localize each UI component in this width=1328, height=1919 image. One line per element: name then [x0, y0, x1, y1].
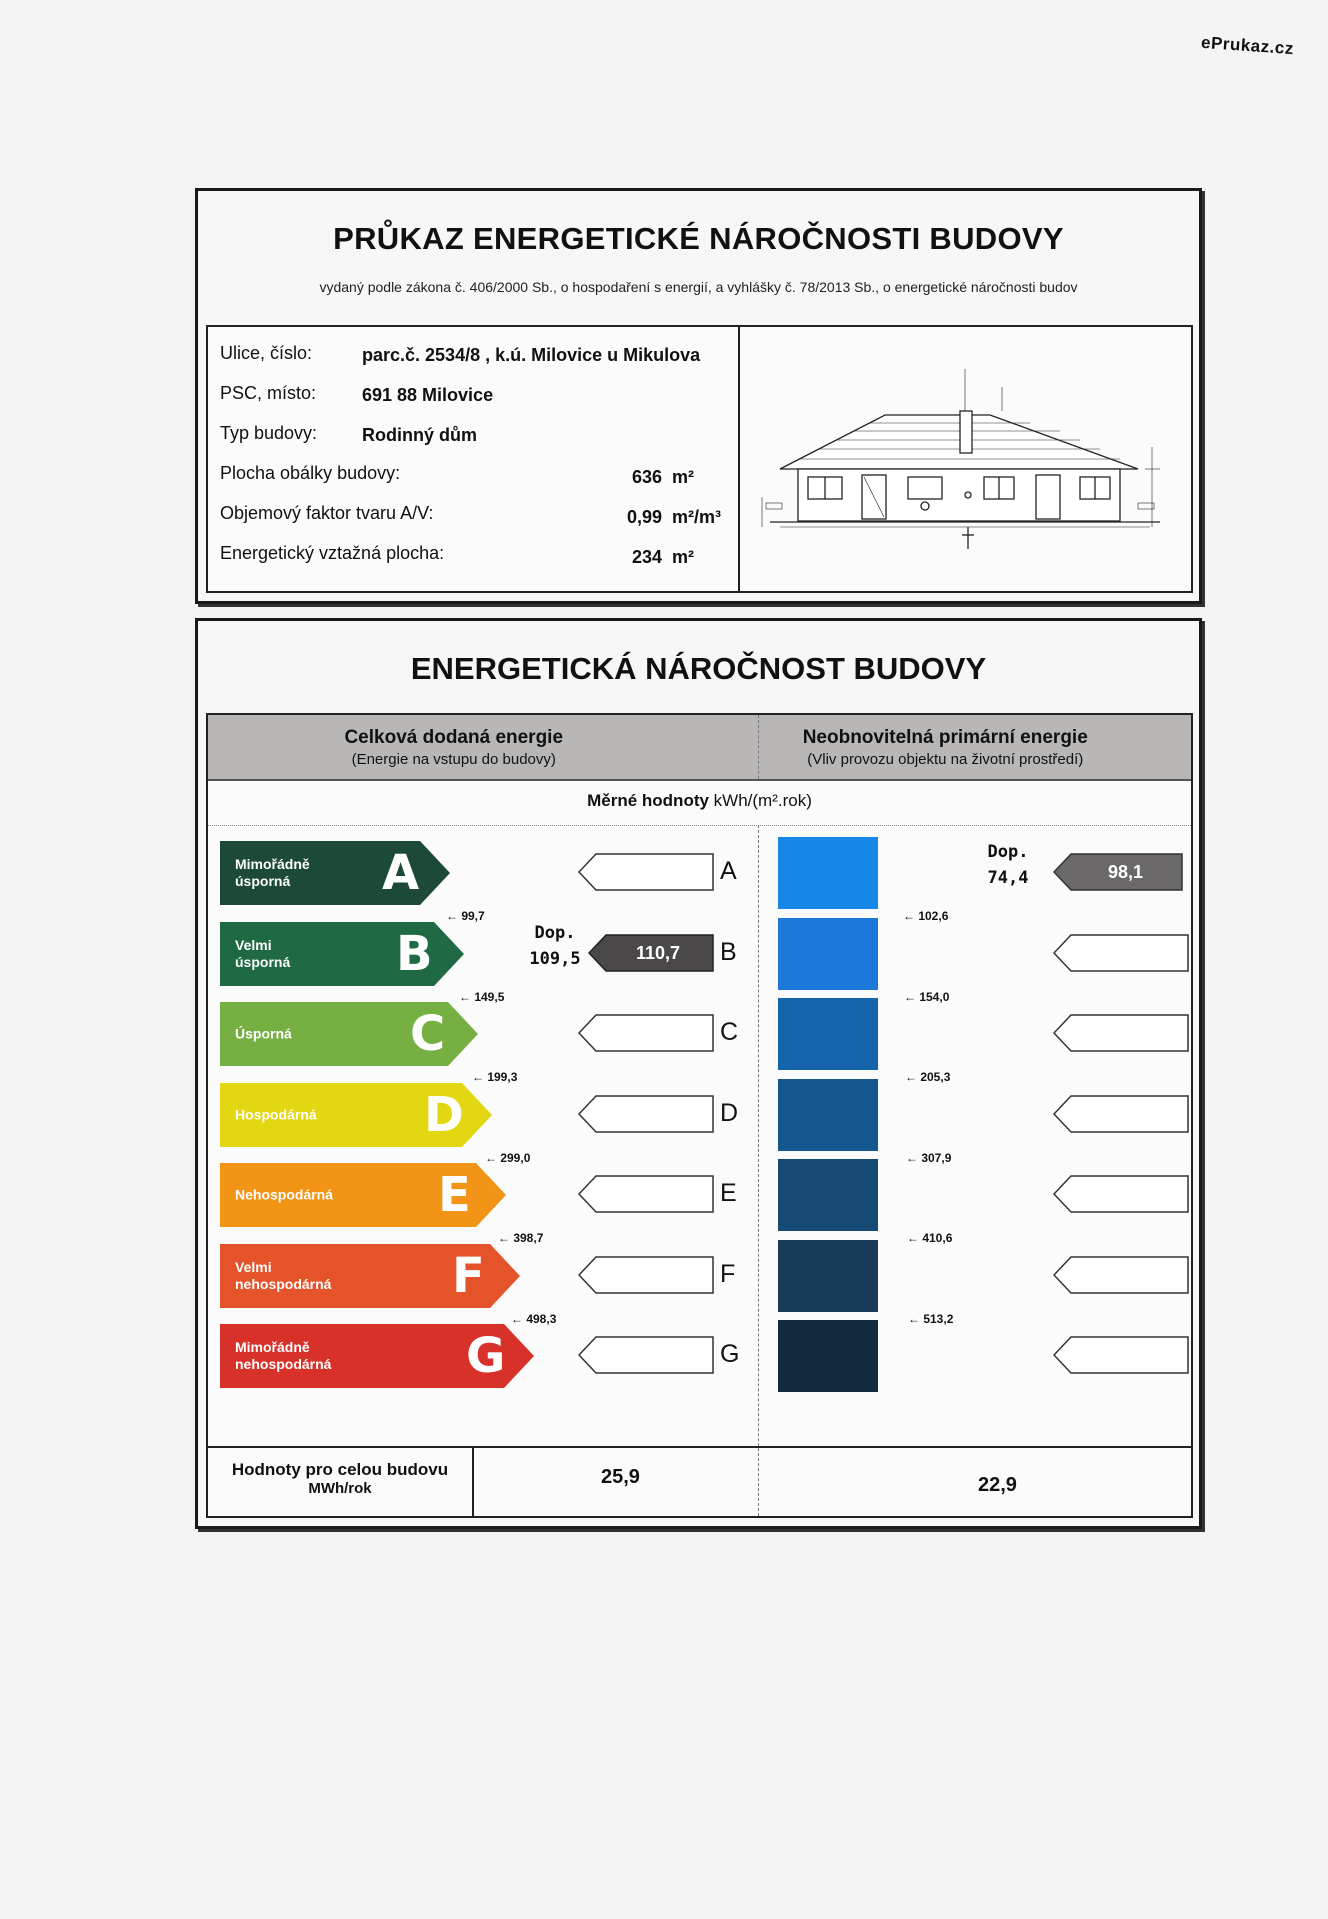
right-threshold: ← 307,9	[906, 1150, 952, 1165]
factor-value: 0,99	[626, 507, 662, 527]
right-dop-value: 74,4	[987, 868, 1029, 888]
envelope-value: 636	[631, 467, 662, 487]
area-value: 234	[631, 547, 662, 567]
building-info-panel	[195, 188, 1202, 604]
house-elevation-drawing	[740, 327, 1190, 587]
left-class-letter-g: G	[720, 1340, 740, 1368]
right-class-bar-b	[778, 918, 878, 990]
type-label: Typ budovy:	[220, 423, 318, 443]
class-letter: F	[452, 1247, 485, 1304]
energy-class-b	[220, 922, 466, 986]
right-value: 98,1	[1107, 862, 1144, 882]
psc-value: 691 88 Milovice	[362, 385, 494, 405]
right-indicator-e	[1053, 1175, 1189, 1213]
left-indicator-f	[578, 1256, 714, 1294]
class-letter: G	[466, 1328, 506, 1384]
factor-unit: m²/m³	[672, 507, 721, 527]
street-value: parc.č. 2534/8 , k.ú. Milovice u Mikulova	[362, 345, 701, 365]
left-threshold: ← 199,3	[472, 1070, 518, 1084]
energy-rating-panel	[195, 618, 1202, 1529]
type-value: Rodinný dům	[362, 425, 477, 445]
class-name: Nehospodárná	[235, 1186, 334, 1203]
left-class-letter-a: A	[720, 857, 737, 885]
column-divider	[758, 825, 759, 1516]
left-class-letter-e: E	[720, 1179, 737, 1207]
right-threshold: ← 154,0	[904, 989, 950, 1004]
left-class-letter-c: C	[720, 1018, 739, 1046]
right-class-bar-f	[778, 1240, 878, 1312]
class-letter: D	[424, 1086, 464, 1143]
class-name: Velmi úsporná	[235, 936, 291, 970]
units-rest: kWh/(m².rok)	[708, 791, 812, 810]
units-bold: Měrné hodnoty	[587, 791, 709, 810]
right-class-bar-a	[778, 837, 878, 909]
left-threshold: ← 398,7	[498, 1231, 544, 1245]
envelope-unit: m²	[672, 467, 694, 487]
energy-class-f	[220, 1244, 522, 1308]
energy-class-e	[220, 1163, 508, 1227]
footer-label: Hodnoty pro celou budovu	[231, 1460, 449, 1479]
psc-label: PSC, místo:	[220, 383, 317, 403]
right-header	[700, 727, 1192, 768]
left-class-letter-d: D	[720, 1098, 739, 1127]
class-letter: C	[410, 1006, 446, 1062]
right-threshold: ← 205,3	[905, 1070, 951, 1084]
class-name: Hospodárná	[235, 1106, 317, 1122]
area-label: Energetický vztažná plocha:	[220, 543, 445, 563]
left-indicator-e	[578, 1175, 714, 1213]
right-indicator-c	[1053, 1014, 1189, 1052]
right-indicator-g	[1053, 1336, 1189, 1374]
class-name: Velmi nehospodárná	[235, 1258, 332, 1292]
class-letter: E	[438, 1167, 471, 1223]
left-threshold: ← 498,3	[511, 1311, 557, 1326]
right-header-title: Neobnovitelná primární energie	[802, 727, 1088, 748]
left-class-letter-f: F	[720, 1259, 736, 1288]
building-infobox	[206, 325, 1193, 593]
energy-class-c	[220, 1002, 480, 1066]
energy-class-d	[220, 1083, 494, 1147]
certificate-title: PRŮKAZ ENERGETICKÉ NÁROČNOSTI BUDOVY	[333, 221, 1064, 256]
right-dop-label: Dop.	[987, 842, 1029, 862]
building-details	[208, 327, 740, 591]
envelope-row	[220, 463, 728, 493]
right-class-bar-c	[778, 998, 878, 1070]
left-header	[208, 727, 700, 768]
left-threshold: ← 99,7	[446, 909, 485, 923]
right-indicator-d	[1053, 1095, 1189, 1133]
left-value: 110,7	[635, 942, 681, 963]
house-drawing-area	[740, 327, 1191, 591]
brand-logo: ePrukaz.cz	[1200, 32, 1295, 59]
left-header-subtitle: (Energie na vstupu do budovy)	[351, 751, 556, 768]
class-name: Úsporná	[235, 1025, 292, 1042]
units-label	[208, 791, 1191, 811]
dotted-divider	[208, 825, 1191, 826]
energy-certificate	[195, 188, 1202, 1529]
right-class-bar-e	[778, 1159, 878, 1231]
energy-class-g	[220, 1324, 536, 1388]
right-indicator-f	[1053, 1256, 1189, 1294]
right-threshold: ← 513,2	[908, 1311, 954, 1326]
class-name: Mimořádně nehospodárná	[235, 1339, 332, 1372]
certificate-subtitle: vydaný podle zákona č. 406/2000 Sb., o hospodaření s energií, a vyhlášky č. 78/2013 Sb., o energetické náročnosti budov	[319, 279, 1078, 295]
left-dop-value: 109,5	[529, 948, 581, 969]
area-row	[220, 543, 728, 573]
left-indicator-g	[578, 1336, 714, 1374]
rating-header	[208, 715, 1191, 781]
class-letter: B	[396, 925, 433, 982]
left-indicator-d	[578, 1095, 714, 1133]
footer-unit: MWh/rok	[308, 1480, 372, 1497]
footer-left-value: 25,9	[601, 1466, 640, 1488]
class-name: Mimořádně úsporná	[235, 856, 310, 889]
left-threshold: ← 149,5	[459, 989, 505, 1004]
envelope-label: Plocha obálky budovy:	[220, 463, 401, 483]
street-label: Ulice, číslo:	[220, 343, 313, 363]
factor-row	[220, 503, 728, 533]
footer-row	[208, 1446, 1191, 1516]
area-unit: m²	[672, 547, 694, 567]
left-threshold: ← 299,0	[485, 1150, 531, 1165]
right-header-subtitle: (Vliv provozu objektu na životní prostředí)	[807, 751, 1084, 768]
right-class-bar-d	[778, 1079, 878, 1151]
psc-row	[220, 383, 728, 413]
rating-title: ENERGETICKÁ NÁROČNOST BUDOVY	[410, 651, 987, 686]
left-class-letter-b: B	[720, 937, 737, 966]
footer-label-cell	[208, 1448, 474, 1516]
energy-class-a	[220, 841, 452, 905]
class-letter: A	[382, 845, 420, 901]
type-row	[220, 423, 728, 453]
left-dop-label: Dop.	[534, 922, 576, 943]
left-indicator-c	[578, 1014, 714, 1052]
left-indicator-a	[578, 853, 714, 891]
street-row	[220, 343, 728, 373]
left-header-title: Celková dodaná energie	[344, 727, 564, 748]
factor-label: Objemový faktor tvaru A/V:	[220, 503, 434, 523]
footer-right-value: 22,9	[978, 1474, 1017, 1496]
right-threshold: ← 102,6	[903, 909, 949, 923]
right-class-bar-g	[778, 1320, 878, 1392]
right-indicator-b	[1053, 934, 1189, 972]
rating-box	[206, 713, 1193, 1518]
right-threshold: ← 410,6	[907, 1231, 953, 1245]
